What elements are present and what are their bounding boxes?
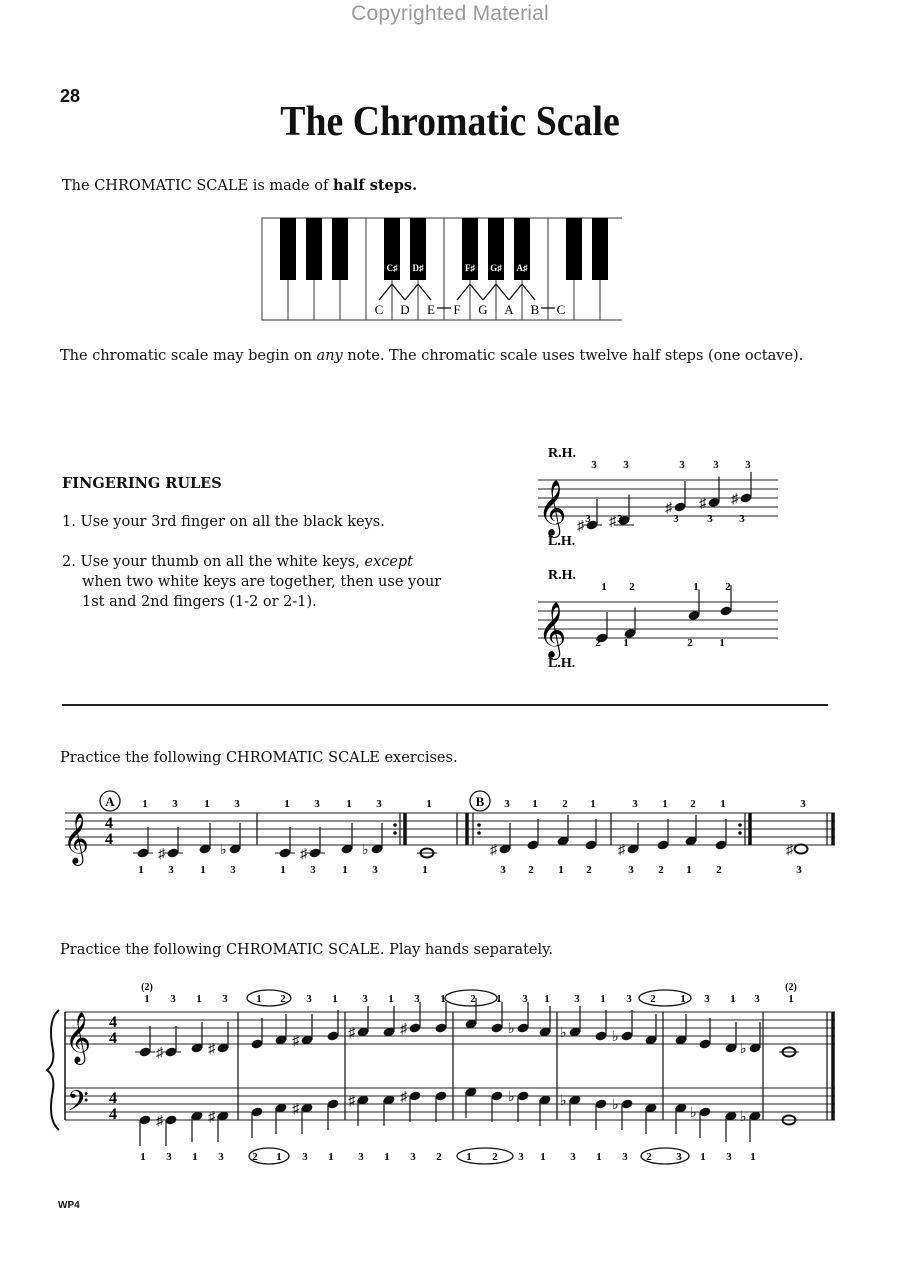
- lh-finger: 2: [252, 1151, 258, 1163]
- finger-number: 1: [532, 798, 538, 810]
- finger-number: 3: [314, 798, 320, 810]
- lh-finger: 1: [719, 637, 725, 649]
- fingering-example-white-keys: [530, 564, 790, 672]
- exercise-a-label: A: [105, 794, 115, 809]
- rh-finger: 3: [170, 993, 176, 1005]
- finger-number: 1: [720, 798, 726, 810]
- finger-number: 3: [168, 864, 174, 876]
- rh-finger: 1: [440, 993, 446, 1005]
- section-divider: [62, 704, 828, 706]
- accidental: ♯: [156, 1114, 163, 1129]
- finger-number: 3: [372, 864, 378, 876]
- footer-code: WP4: [58, 1200, 80, 1211]
- lh-finger: 3: [358, 1151, 364, 1163]
- finger-number: 3: [500, 864, 506, 876]
- accidental: ♯: [156, 1046, 163, 1061]
- rh-finger: 1: [332, 993, 338, 1005]
- lh-finger: 1: [623, 637, 629, 649]
- finger-number: 3: [234, 798, 240, 810]
- para-emph: any: [316, 348, 343, 364]
- lh-finger: 1: [384, 1151, 390, 1163]
- practice-instruction-2: Practice the following CHROMATIC SCALE. Play hands separately.: [60, 942, 554, 958]
- rh-finger: 3: [626, 993, 632, 1005]
- finger-number: 2: [690, 798, 696, 810]
- accidental: ♯: [208, 1110, 215, 1125]
- finger-number: 2: [586, 864, 592, 876]
- finger-number: 3: [632, 798, 638, 810]
- intro-text: [62, 176, 417, 196]
- lh-finger: 3: [739, 513, 745, 525]
- intro-bold: half steps.: [332, 177, 418, 194]
- rule2-part1: 2. Use your thumb on all the white keys,: [62, 554, 365, 570]
- accidental: ♭: [690, 1106, 697, 1121]
- time-sig-top: 4: [109, 1014, 117, 1031]
- rh-finger: 3: [704, 993, 710, 1005]
- finger-number: 3: [310, 864, 316, 876]
- lh-finger: 1: [466, 1151, 472, 1163]
- finger-number: 1: [138, 864, 144, 876]
- black-key: [566, 218, 582, 280]
- lh-finger: 2: [646, 1151, 652, 1163]
- black-key-label: D♯: [412, 263, 424, 273]
- exercise-b-label: B: [475, 794, 485, 809]
- repeat-dot: [738, 831, 742, 835]
- finger-number: 2: [528, 864, 534, 876]
- finger-number: 1: [342, 864, 348, 876]
- finger-number: 1: [280, 864, 286, 876]
- accidental: ♯: [400, 1090, 407, 1105]
- rh-finger: 1: [144, 993, 150, 1005]
- exercise-staff-ab: [55, 785, 845, 885]
- rh-finger: 1: [544, 993, 550, 1005]
- lh-finger: 1: [750, 1151, 756, 1163]
- bass-clef-icon: 𝄢: [67, 1087, 89, 1124]
- accidental: ♯: [786, 843, 793, 858]
- treble-clef-icon: 𝄞: [65, 1013, 92, 1062]
- lh-finger: 2: [595, 637, 601, 649]
- rh-finger: 3: [679, 459, 685, 471]
- para-part1: The chromatic scale may begin on: [60, 348, 317, 364]
- accidental: ♯: [731, 492, 738, 507]
- rh-finger: 1: [496, 993, 502, 1005]
- lh-finger: 3: [673, 513, 679, 525]
- accidental: ♯: [158, 847, 165, 862]
- grand-staff-scale: [45, 980, 845, 1170]
- lh-finger: 3: [726, 1151, 732, 1163]
- lh-finger: 3: [410, 1151, 416, 1163]
- brace: [47, 1010, 59, 1130]
- white-key-label: E: [427, 302, 435, 317]
- finger-number: 1: [142, 798, 148, 810]
- lh-finger: 1: [276, 1151, 282, 1163]
- finger-number: 1: [422, 864, 428, 876]
- black-key: [592, 218, 608, 280]
- practice-instruction-1: Practice the following CHROMATIC SCALE exercises.: [60, 750, 458, 766]
- rh-finger: 3: [362, 993, 368, 1005]
- rh-finger: 1: [680, 993, 686, 1005]
- rh-finger: 3: [754, 993, 760, 1005]
- time-sig-bottom: 4: [109, 1030, 117, 1047]
- accidental: ♯: [400, 1022, 407, 1037]
- accidental: ♭: [220, 843, 227, 858]
- accidental: ♯: [577, 519, 584, 534]
- accidental: ♯: [490, 843, 497, 858]
- lh-finger: 1: [140, 1151, 146, 1163]
- chromatic-paragraph: [60, 346, 830, 366]
- accidental: ♭: [612, 1030, 619, 1045]
- rh-finger: 3: [414, 993, 420, 1005]
- finger-number: 3: [504, 798, 510, 810]
- lh-finger: 1: [596, 1151, 602, 1163]
- lh-finger: 2: [492, 1151, 498, 1163]
- intro-prefix: The CHROMATIC SCALE is made of: [62, 178, 333, 194]
- time-sig-top: 4: [109, 1090, 117, 1107]
- page-title: The Chromatic Scale: [280, 99, 620, 145]
- accidental: ♭: [560, 1094, 567, 1109]
- rh-finger: 3: [574, 993, 580, 1005]
- finger-number: 3: [800, 798, 806, 810]
- rule2-emph: except: [364, 554, 414, 570]
- lh-finger: 3: [585, 513, 591, 525]
- time-sig-top: 4: [105, 815, 113, 832]
- rh-finger: 1: [256, 993, 262, 1005]
- rule2-line3: 1st and 2nd fingers (1-2 or 2-1).: [82, 594, 317, 610]
- finger-number: 1: [662, 798, 668, 810]
- accidental: ♭: [740, 1110, 747, 1125]
- rh-finger: 2: [650, 993, 656, 1005]
- white-key-label: F: [453, 302, 461, 317]
- accidental: ♭: [508, 1022, 515, 1037]
- time-sig-bottom: 4: [109, 1106, 117, 1123]
- black-key: [332, 218, 348, 280]
- black-key-label: C♯: [386, 263, 398, 273]
- accidental: ♯: [348, 1094, 355, 1109]
- paren-fingering: (2): [785, 982, 797, 993]
- rh-finger: 1: [730, 993, 736, 1005]
- lh-label-2: L.H.: [548, 656, 576, 671]
- black-key: [280, 218, 296, 280]
- white-key-label: G: [478, 302, 488, 317]
- finger-number: 1: [558, 864, 564, 876]
- rh-finger: 3: [623, 459, 629, 471]
- fingering-rule-1: 1. Use your 3rd finger on all the black keys.: [62, 514, 385, 530]
- accidental: ♭: [362, 843, 369, 858]
- note-head: [795, 845, 808, 854]
- rh-finger: 1: [693, 581, 699, 593]
- repeat-dot: [477, 823, 481, 827]
- lh-finger: 3: [617, 513, 623, 525]
- lh-finger: 1: [540, 1151, 546, 1163]
- lh-finger: 1: [192, 1151, 198, 1163]
- lh-finger: 1: [700, 1151, 706, 1163]
- watermark: Copyrighted Material: [351, 2, 549, 25]
- lh-finger: 3: [676, 1151, 682, 1163]
- fingering-rules-heading: FINGERING RULES: [62, 475, 222, 492]
- lh-finger: 3: [707, 513, 713, 525]
- finger-number: 1: [686, 864, 692, 876]
- rh-finger: 3: [591, 459, 597, 471]
- accidental: ♭: [560, 1026, 567, 1041]
- lh-finger: 2: [687, 637, 693, 649]
- rh-finger: 3: [306, 993, 312, 1005]
- accidental: ♯: [292, 1102, 299, 1117]
- lh-finger: 3: [218, 1151, 224, 1163]
- white-key-label: C: [374, 302, 384, 317]
- lh-label: L.H.: [548, 534, 576, 549]
- rh-finger: 1: [388, 993, 394, 1005]
- accidental: ♭: [740, 1042, 747, 1057]
- time-sig-bottom: 4: [105, 831, 113, 848]
- repeat-dot: [477, 831, 481, 835]
- accidental: ♯: [348, 1026, 355, 1041]
- rh-finger: 3: [713, 459, 719, 471]
- rh-finger: 2: [470, 993, 476, 1005]
- finger-number: 1: [200, 864, 206, 876]
- accidental: ♭: [612, 1098, 619, 1113]
- accidental: ♯: [292, 1034, 299, 1049]
- black-key-label: G♯: [490, 263, 502, 273]
- finger-number: 3: [230, 864, 236, 876]
- rh-finger: 3: [745, 459, 751, 471]
- piano-keyboard: [258, 216, 622, 324]
- page-number: 28: [60, 86, 81, 106]
- lh-finger: 3: [166, 1151, 172, 1163]
- lh-finger: 3: [570, 1151, 576, 1163]
- lh-finger: 2: [436, 1151, 442, 1163]
- lh-finger: 1: [328, 1151, 334, 1163]
- treble-clef-icon: 𝄞: [538, 482, 567, 535]
- rh-finger: 3: [222, 993, 228, 1005]
- para-part2: note. The chromatic scale uses twelve half steps (one octave).: [342, 348, 804, 364]
- finger-number: 3: [376, 798, 382, 810]
- accidental: ♯: [618, 843, 625, 858]
- accidental: ♯: [208, 1042, 215, 1057]
- finger-number: 1: [590, 798, 596, 810]
- accidental: ♯: [300, 847, 307, 862]
- white-key-label: A: [504, 302, 514, 317]
- finger-number: 2: [658, 864, 664, 876]
- white-key-label: C: [556, 302, 566, 317]
- fingering-example-black-keys: [530, 442, 790, 550]
- finger-number: 1: [284, 798, 290, 810]
- finger-number: 2: [562, 798, 568, 810]
- accidental: ♭: [508, 1090, 515, 1105]
- repeat-dot: [738, 823, 742, 827]
- repeat-dot: [393, 831, 397, 835]
- black-key-label: F♯: [465, 263, 475, 273]
- white-key-label: D: [400, 302, 410, 317]
- lh-finger: 3: [518, 1151, 524, 1163]
- rh-finger: 2: [629, 581, 635, 593]
- finger-number: 3: [796, 864, 802, 876]
- accidental: ♯: [665, 501, 672, 516]
- paren-fingering: (2): [141, 982, 153, 993]
- accidental: ♯: [699, 496, 706, 512]
- finger-number: 1: [346, 798, 352, 810]
- rh-finger: 1: [601, 581, 607, 593]
- rh-finger: 1: [600, 993, 606, 1005]
- treble-clef-icon: 𝄞: [538, 604, 567, 657]
- rule2-line2: when two white keys are together, then use your: [82, 574, 442, 590]
- rh-finger: 1: [788, 993, 794, 1005]
- rh-finger: 2: [725, 581, 731, 593]
- rh-label-2: R.H.: [548, 568, 576, 583]
- rh-label: R.H.: [548, 446, 576, 461]
- rh-finger: 3: [522, 993, 528, 1005]
- finger-number: 3: [172, 798, 178, 810]
- finger-number: 2: [716, 864, 722, 876]
- lh-finger: 3: [302, 1151, 308, 1163]
- treble-clef-icon: 𝄞: [63, 814, 90, 863]
- finger-number: 3: [628, 864, 634, 876]
- white-key-label: B: [530, 302, 540, 317]
- fingering-rule-2: [62, 552, 482, 612]
- black-key-label: A♯: [516, 263, 528, 273]
- repeat-dot: [393, 823, 397, 827]
- rh-finger: 1: [196, 993, 202, 1005]
- finger-number: 1: [204, 798, 210, 810]
- rh-finger: 2: [280, 993, 286, 1005]
- black-key: [306, 218, 322, 280]
- accidental: ♯: [609, 514, 616, 530]
- lh-finger: 3: [622, 1151, 628, 1163]
- finger-number: 1: [426, 798, 432, 810]
